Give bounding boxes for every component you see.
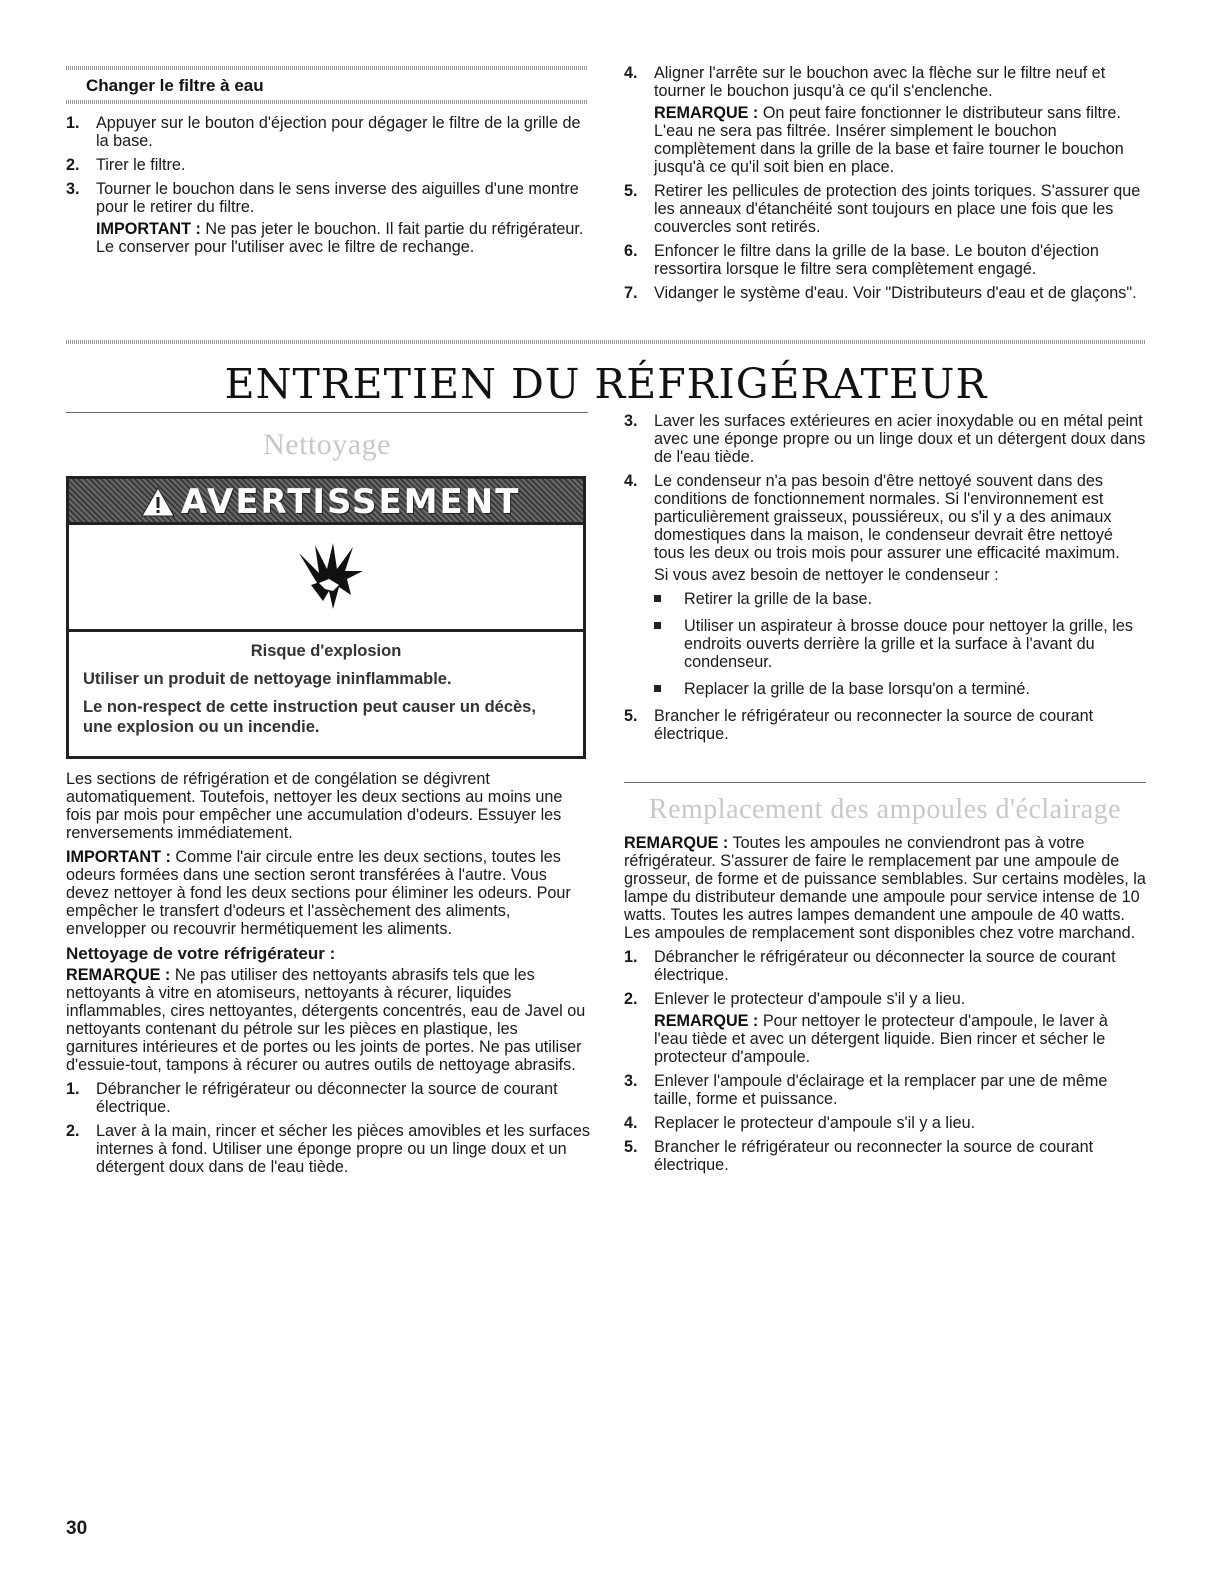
step-text: Appuyer sur le bouton d'éjection pour dégager le filtre de la grille de la base. [96,114,581,150]
list-item [66,180,588,256]
cleaning-body [66,770,590,1182]
warning-risk: Risque d'explosion [250,642,402,660]
note-label: REMARQUE : [654,1012,759,1030]
note [654,1012,1146,1066]
explosion-icon [289,539,369,619]
note-text: Ne pas utiliser des nettoyants abrasifs tels que les nettoyants à vitre en atomiseurs, nettoyants à récurer, liquides inflammables, cires nettoyantes, détergents concentrés, eau de Javel ou nettoyants contenant du pétrole sur les pièces en plastique, les garnitures intérieures et de portes ou les joints de portes. Ne pas utiliser d'essuie-tout, tampons à récurer ou autres outils de nettoyage abrasifs. [66,966,586,1074]
step-number: 5. [624,1138,638,1156]
warning-text-area [69,632,583,737]
warning-box [66,476,586,759]
step-number: 7. [624,284,638,302]
step-text: Aligner l'arrête sur le bouchon avec la flèche sur le filtre neuf et tourner le bouchon jusqu'à ce qu'il s'enclenche. [654,64,1106,100]
subheading: Nettoyage de votre réfrigérateur : [66,944,336,963]
list-item [624,182,1146,236]
step-number: 3. [624,1072,638,1090]
step-text: Enlever l'ampoule d'éclairage et la remplacer par une de même taille, forme et puissance. [654,1072,1108,1108]
warning-line: Utiliser un produit de nettoyage ininflammable. [83,670,452,688]
note-label: REMARQUE : [66,966,171,984]
step-number: 5. [624,182,638,200]
step-number: 4. [624,1114,638,1132]
step-list [624,412,1146,584]
note-text: Pour nettoyer le protecteur d'ampoule, le laver à l'eau tiède et avec un détergent liquide. Bien rincer et sécher le protecteur d'ampoule. [654,1012,1108,1066]
section-heading: Changer le filtre à eau [86,76,264,95]
bullet-list [624,590,1146,698]
section-title-cleaning: Nettoyage [263,428,391,461]
bulbs-body [624,834,1146,1180]
step-text: Le condenseur n'a pas besoin d'être nettoyé souvent dans des conditions de fonctionnement normales. Si l'environnement est particulièrement graisseux, poussiéreux, ou s'il y a des animaux domestiques dans la maison, le condenseur devrait être nettoyé tous les deux ou trois mois pour assurer une efficacité maximum. [654,472,1120,562]
list-item [624,707,1146,743]
step-number: 2. [624,990,638,1008]
step-list [66,1080,590,1176]
list-item: Utiliser un aspirateur à brosse douce pour nettoyer la grille, les endroits ouverts derrière la grille et la surface à l'avant du condenseur. [624,617,1146,671]
note-label: REMARQUE : [654,104,759,122]
page-title: ENTRETIEN DU RÉFRIGÉRATEUR [224,360,988,408]
warning-icon-area [69,525,583,632]
paragraph: Les sections de réfrigération et de congélation se dégivrent automatiquement. Toutefois, nettoyer les deux sections au moins une fois par mois pour empêcher une accumulation d'odeurs. Essuyer les renversements immédiatement. [66,770,563,842]
step-text: Laver à la main, rincer et sécher les pièces amovibles et les surfaces internes à fond. Utiliser une éponge propre ou un linge doux et un détergent doux dans de l'eau tiède. [96,1122,590,1176]
divider [66,66,588,70]
note-text: Toutes les ampoules ne conviendront pas à votre réfrigérateur. S'assurer de faire le remplacement par une ampoule de grosseur, de forme et de puissance semblables. Sur certains modèles, la lampe du distributeur demande une ampoule pour service intense de 10 watts. Toutes les autres lampes demandent une ampoule de 40 watts. Les ampoules de remplacement sont disponibles chez votre marchand. [624,834,1146,942]
warning-line: Le non-respect de cette instruction peut causer un décès, une explosion ou un incendie. [83,698,536,736]
list-item [624,242,1146,278]
step-number: 1. [66,114,80,132]
list-item [624,64,1146,176]
page-number: 30 [66,1518,88,1539]
note-label: IMPORTANT : [66,848,171,866]
step-list [624,64,1146,302]
step-text: Débrancher le réfrigérateur ou déconnecter la source de courant électrique. [96,1080,558,1116]
warning-header [69,479,583,525]
note-label: REMARQUE : [624,834,729,852]
step-list [66,114,588,256]
note [654,104,1146,176]
divider [66,340,1146,344]
paragraph [624,834,1146,942]
list-item [624,472,1146,584]
list-item [66,156,588,174]
list-item [66,114,588,150]
step-number: 3. [66,180,80,198]
note-text: Ne pas jeter le bouchon. Il fait partie du réfrigérateur. Le conserver pour l'utiliser avec le filtre de rechange. [96,220,584,256]
list-item [624,948,1146,984]
section-title-bulbs: Remplacement des ampoules d'éclairage [648,794,1122,825]
step-number: 2. [66,1122,80,1140]
list-item [66,1080,590,1116]
list-item: Replacer la grille de la base lorsqu'on a terminé. [624,680,1146,698]
list-item [66,1122,590,1176]
step-text: Retirer les pellicules de protection des joints toriques. S'assurer que les anneaux d'étanchéité sont toujours en place une fois que les couvercles sont retirés. [654,182,1141,236]
step-number: 3. [624,412,638,430]
step-text: Replacer le protecteur d'ampoule s'il y a lieu. [654,1114,976,1132]
step-number: 1. [66,1080,80,1098]
step-text: Tirer le filtre. [96,156,186,174]
list-item [624,990,1146,1066]
step-text: Brancher le réfrigérateur ou reconnecter la source de courant électrique. [654,1138,1094,1174]
filter-change-continued [624,64,1146,308]
step-text: Laver les surfaces extérieures en acier inoxydable ou en métal peint avec une éponge propre ou un linge doux et un détergent doux dans de l'eau tiède. [654,412,1146,466]
list-item [624,1114,1146,1132]
note-text: Comme l'air circule entre les deux sections, toutes les odeurs formées dans une section seront transférées à l'autre. Vous devez nettoyer à fond les deux sections pour éliminer les odeurs. Pour empêcher le transfert d'odeurs et l'assèchement des aliments, envelopper ou recouvrir hermétiquement les aliments. [66,848,571,938]
note [96,220,588,256]
note-text: On peut faire fonctionner le distributeur sans filtre. L'eau ne sera pas filtrée. Insérer simplement le bouchon complètement dans la grille de la base et faire tourner le bouchon jusqu'à ce qu'il soit bien en place. [654,104,1124,176]
step-text: Brancher le réfrigérateur ou reconnecter la source de courant électrique. [654,707,1094,743]
step-text: Tourner le bouchon dans le sens inverse des aiguilles d'une montre pour le retirer du filtre. [96,180,579,216]
divider [66,412,588,413]
paragraph [66,848,590,938]
step-number: 4. [624,472,638,490]
step-text: Débrancher le réfrigérateur ou déconnecter la source de courant électrique. [654,948,1116,984]
step-text: Vidanger le système d'eau. Voir "Distributeurs d'eau et de glaçons". [654,284,1137,302]
step-text: Enfoncer le filtre dans la grille de la base. Le bouton d'éjection ressortira lorsque le filtre sera complètement engagé. [654,242,1099,278]
warning-header-text: AVERTISSEMENT [181,482,521,522]
step-list [624,707,1146,743]
list-item: Retirer la grille de la base. [624,590,1146,608]
step-subtext: Si vous avez besoin de nettoyer le condenseur : [654,566,999,584]
step-number: 4. [624,64,638,82]
list-item [624,412,1146,466]
warning-triangle-icon [141,487,175,517]
paragraph [66,966,590,1074]
filter-change-section [66,66,588,262]
cleaning-continued [624,412,1146,749]
divider [624,782,1146,783]
step-number: 2. [66,156,80,174]
step-number: 6. [624,242,638,260]
note-label: IMPORTANT : [96,220,201,238]
step-text: Enlever le protecteur d'ampoule s'il y a lieu. [654,990,966,1008]
list-item [624,1138,1146,1174]
step-number: 5. [624,707,638,725]
step-number: 1. [624,948,638,966]
divider [66,100,588,104]
step-list [624,948,1146,1174]
list-item [624,1072,1146,1108]
list-item [624,284,1146,302]
